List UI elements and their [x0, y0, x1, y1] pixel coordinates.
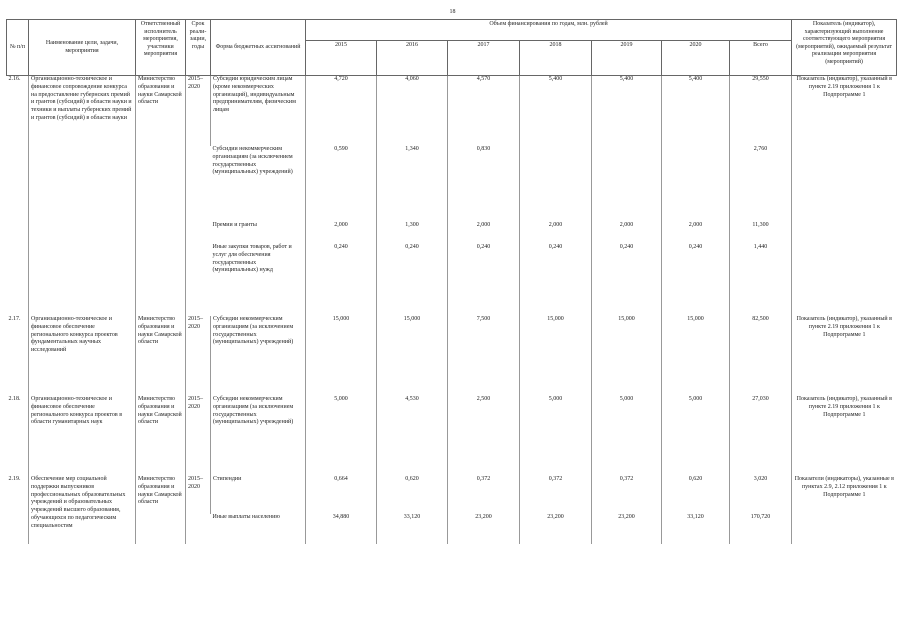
total-cell: 27,030 — [730, 396, 792, 476]
row-term: 2015–2020 — [186, 396, 211, 476]
value-cell: 2,000 — [306, 222, 377, 244]
header-form: Форма бюджетных ассигнований — [211, 20, 306, 76]
total-cell: 1,440 — [730, 244, 792, 316]
value-cell: 5,400 — [592, 76, 662, 147]
row-name: Организационно-техническое и финансовое обеспечение регионального конкурса проектов фундаментальных научных исследований — [29, 316, 136, 396]
value-cell: 1,340 — [377, 146, 448, 222]
row-number: 2.17. — [8, 316, 21, 322]
value-cell: 5,000 — [520, 396, 592, 476]
row-responsible: Министерство образования и науки Самарской области — [136, 76, 186, 317]
value-cell: 0,240 — [662, 244, 730, 316]
value-cell: 0,664 — [306, 476, 377, 514]
value-cell: 34,880 — [306, 514, 377, 544]
row-form: Субсидии юридическим лицам (кроме некоммерческих организаций), индивидуальным предпринимателям, физическим лицам — [211, 76, 306, 147]
row-indicator: Показатель (индикатор), указанный в пункте 2.19 приложения 1 к Подпрограмме 1 — [792, 396, 897, 476]
value-cell: 4,530 — [377, 396, 448, 476]
value-cell: 15,000 — [377, 316, 448, 396]
row-name: Организационно-техническое и финансовое сопровождение конкурса на предоставление губернских премий и грантов (субсидий) в области науки и техники и выплаты губернских премий и грантов (субсидий) в области науки — [29, 76, 136, 317]
table-row — [7, 316, 897, 396]
value-cell: 0,372 — [520, 476, 592, 514]
header-total: Всего — [730, 41, 792, 76]
row-form: Премии и гранты — [212, 222, 257, 228]
value-cell: 0,240 — [592, 244, 662, 316]
value-cell: 0,830 — [448, 146, 520, 222]
header-year: 2015 — [306, 41, 377, 76]
value-cell: 0,372 — [592, 476, 662, 514]
value-cell: 0,240 — [377, 244, 448, 316]
row-term: 2015–2020 — [186, 316, 211, 396]
financing-table — [6, 19, 897, 544]
header-term: Срок реали-зации, годы — [186, 20, 211, 76]
row-form: Субсидии некоммерческим организациям (за исключением государственных (муниципальных) учреждений) — [212, 146, 293, 176]
row-term: 2015–2020 — [186, 476, 211, 544]
total-cell: 170,720 — [730, 514, 792, 544]
row-indicator: Показатели (индикаторы), указанные в пунктах 2.9, 2.12 приложения 1 к Подпрограмме 1 — [792, 476, 897, 544]
row-number: 2.18. — [8, 396, 21, 402]
value-cell — [520, 146, 592, 222]
row-responsible: Министерство образования и науки Самарской области — [136, 476, 186, 544]
header-financing: Объем финансирования по годам, млн. рублей — [306, 20, 792, 41]
header-no: № п/п — [7, 20, 29, 76]
header-indicator: Показатель (индикатор), характеризующий выполнение соответствующего мероприятия (мероприятий), ожидаемый результат реализации мероприятия (мероприятий) — [792, 20, 897, 76]
total-cell: 2,760 — [730, 146, 792, 222]
value-cell — [662, 146, 730, 222]
value-cell: 23,200 — [592, 514, 662, 544]
table-row — [7, 76, 897, 147]
total-cell: 82,500 — [730, 316, 792, 396]
header-year: 2020 — [662, 41, 730, 76]
header-year: 2018 — [520, 41, 592, 76]
value-cell: 5,000 — [592, 396, 662, 476]
header-year: 2019 — [592, 41, 662, 76]
row-form: Иные закупки товаров, работ и услуг для обеспечения государственных (муниципальных) нужд — [212, 244, 292, 274]
value-cell: 4,060 — [377, 76, 448, 147]
value-cell: 33,120 — [377, 514, 448, 544]
row-indicator: Показатель (индикатор), указанный в пункте 2.19 приложения 1 к Подпрограмме 1 — [792, 316, 897, 396]
value-cell: 5,000 — [662, 396, 730, 476]
row-name: Организационно-техническое и финансовое обеспечение регионального конкурса проектов в области гуманитарных наук — [29, 396, 136, 476]
value-cell: 2,000 — [662, 222, 730, 244]
value-cell: 4,570 — [448, 76, 520, 147]
row-form: Субсидии некоммерческим организациям (за исключением государственных (муниципальных) учреждений) — [211, 316, 306, 396]
value-cell: 2,500 — [448, 396, 520, 476]
row-form: Иные выплаты населению — [212, 514, 280, 520]
header-year: 2016 — [377, 41, 448, 76]
row-responsible: Министерство образования и науки Самарской области — [136, 316, 186, 396]
header-name: Наименование цели, задачи, мероприятия — [29, 20, 136, 76]
value-cell: 33,120 — [662, 514, 730, 544]
table-row — [7, 396, 897, 476]
value-cell: 23,200 — [448, 514, 520, 544]
total-cell: 11,300 — [730, 222, 792, 244]
row-indicator: Показатель (индикатор), указанный в пункте 2.19 приложения 1 к Подпрограмме 1 — [792, 76, 897, 317]
value-cell: 15,000 — [520, 316, 592, 396]
row-name: Обеспечение мер социальной поддержки выпускников профессиональных образовательных учреждений и образовательных учреждений высшего образования, обучающихся по педагогическим специальностям — [29, 476, 136, 544]
value-cell: 0,240 — [306, 244, 377, 316]
total-cell: 3,020 — [730, 476, 792, 514]
row-form: Субсидии некоммерческим организациям (за исключением государственных (муниципальных) учреждений) — [211, 396, 306, 476]
value-cell — [592, 146, 662, 222]
row-number: 2.19. — [8, 476, 21, 482]
value-cell: 0,240 — [520, 244, 592, 316]
header-year: 2017 — [448, 41, 520, 76]
value-cell: 15,000 — [306, 316, 377, 396]
row-term: 2015–2020 — [186, 76, 211, 317]
value-cell: 2,000 — [592, 222, 662, 244]
value-cell: 7,500 — [448, 316, 520, 396]
value-cell: 5,400 — [520, 76, 592, 147]
value-cell: 0,620 — [662, 476, 730, 514]
row-form: Стипендии — [211, 476, 306, 514]
value-cell: 15,000 — [592, 316, 662, 396]
row-number: 2.16. — [8, 76, 21, 82]
value-cell: 1,300 — [377, 222, 448, 244]
value-cell: 15,000 — [662, 316, 730, 396]
header-responsible: Ответственный исполнитель мероприятия, участники мероприятия — [136, 20, 186, 76]
value-cell: 0,372 — [448, 476, 520, 514]
value-cell: 0,240 — [448, 244, 520, 316]
total-cell: 29,550 — [730, 76, 792, 147]
value-cell: 5,400 — [662, 76, 730, 147]
value-cell: 0,590 — [306, 146, 377, 222]
row-responsible: Министерство образования и науки Самарской области — [136, 396, 186, 476]
value-cell: 5,000 — [306, 396, 377, 476]
table-row — [7, 476, 897, 514]
value-cell: 0,620 — [377, 476, 448, 514]
value-cell: 2,000 — [448, 222, 520, 244]
value-cell: 4,720 — [306, 76, 377, 147]
value-cell: 2,000 — [520, 222, 592, 244]
page-number: 18 — [449, 9, 456, 15]
value-cell: 23,200 — [520, 514, 592, 544]
